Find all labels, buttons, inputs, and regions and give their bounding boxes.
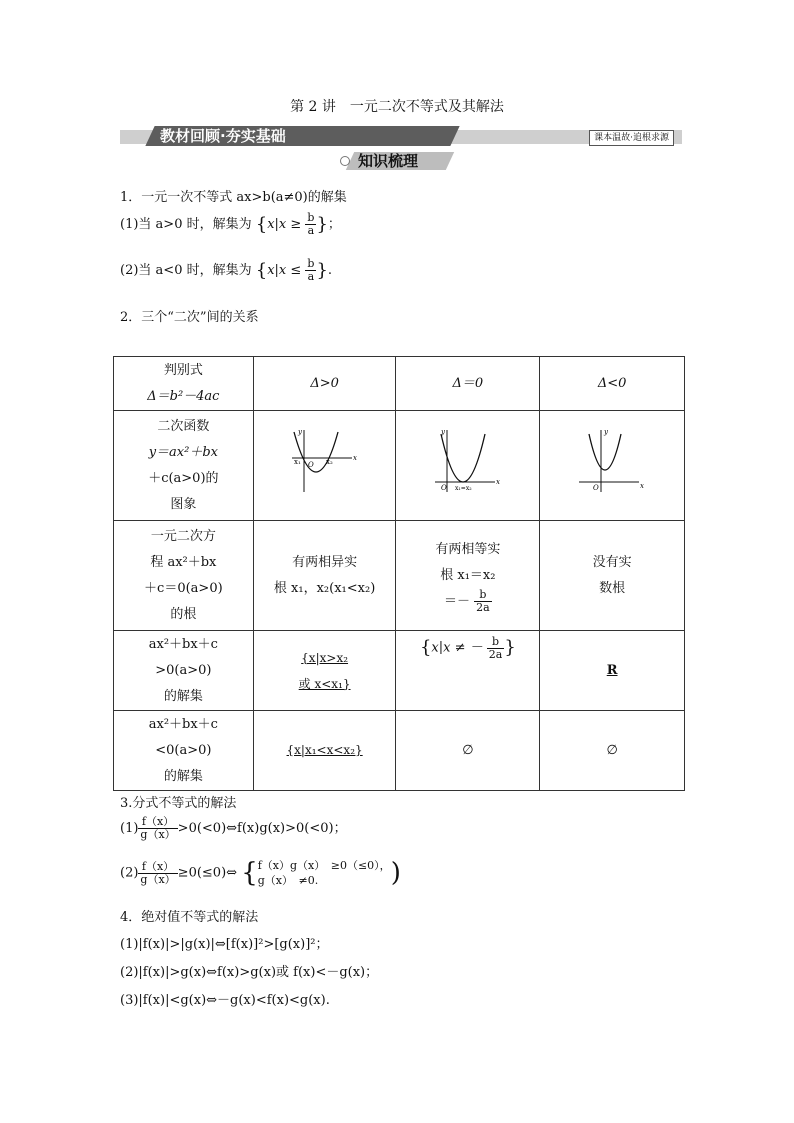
sec3-line2-cases — [258, 858, 391, 888]
parabola-two-roots-graph — [290, 426, 360, 496]
graph1-x1-label: x₁ — [293, 457, 301, 466]
section-banner — [120, 126, 682, 146]
sec3-line2: (2) $\frac{f(x)}{g(x)}$ ≥0(≤0)⇔ { f（x）g（x） ≥0（≤0）， g（x） ≠0. ) — [120, 858, 401, 888]
lt-label-2: <0(a>0) — [155, 742, 212, 758]
sec3-line2-prefix: (2) — [120, 865, 139, 881]
table-row-graph — [114, 411, 685, 521]
cell-graph-double-root — [396, 411, 540, 521]
banner-right-label: 课本温故·追根求源 — [589, 130, 674, 146]
graph2-origin-label: O — [440, 483, 447, 492]
cell-roots-none — [540, 521, 685, 631]
sec3-line1-num: f（x） — [138, 816, 177, 829]
func-line-1: 二次函数 — [157, 418, 210, 434]
quadratic-relations-table — [113, 356, 685, 791]
gt-label-1: ax²＋bx＋c — [148, 636, 218, 652]
sec3-line1-den: g（x） — [140, 828, 176, 841]
graph2-root-label: x₁=x₂ — [454, 484, 472, 492]
table-row-lt-solution — [114, 711, 685, 791]
graph3-x-axis-label: x — [640, 481, 645, 490]
cell-discriminant-label — [114, 357, 254, 411]
gt-equal-den: 2a — [488, 647, 503, 661]
cell-gt-distinct — [253, 631, 396, 711]
graph1-y-axis-label: y — [297, 427, 302, 436]
roots-none-1: 没有实 — [592, 554, 632, 570]
discriminant-title: 判别式 — [163, 362, 203, 378]
roots-none-2: 数根 — [599, 580, 626, 596]
key-icon — [340, 156, 350, 166]
sec3-line1-fraction — [138, 816, 177, 841]
table-row-discriminant — [114, 357, 685, 411]
parabola-double-root-graph — [433, 426, 503, 496]
roots-equal-prefix: ＝－ — [444, 593, 471, 609]
cell-lt-distinct — [253, 711, 396, 791]
roots-equal-num: b — [474, 589, 492, 602]
case1-cond: x ≥ — [278, 217, 302, 232]
sec1-case2: (2)当 a<0 时，解集为 {x|x ≤ $\frac{b}{a}$ }. — [120, 257, 333, 283]
lt-label-3: 的解集 — [163, 768, 203, 784]
cell-gt-label — [114, 631, 254, 711]
roots-label-4: 的根 — [170, 606, 197, 622]
banner-main-label: 教材回顾·夯实基础 — [160, 127, 286, 145]
sec4-line1: (1)|f(x)|>|g(x)|⇔[f(x)]²>[g(x)]²； — [120, 937, 329, 952]
roots-label-1: 一元二次方 — [150, 528, 216, 544]
sec3-line2-num: f（x） — [138, 861, 177, 874]
case2-var: x — [267, 263, 275, 278]
sec3-case2: g（x） ≠0. — [257, 874, 319, 887]
roots-distinct-1: 有两相异实 — [292, 554, 358, 570]
case2-suffix: . — [327, 263, 333, 278]
sec2-heading: 2．三个“二次”间的关系 — [120, 310, 259, 325]
cell-gt-equal: {x|x ≠ － $\frac{b}{2a}$ } — [396, 631, 540, 711]
cell-roots-label — [114, 521, 254, 631]
case1-frac-num: b — [307, 211, 315, 224]
page-title: 第 2 讲 一元二次不等式及其解法 — [290, 99, 504, 115]
cell-roots-equal — [396, 521, 540, 631]
cell-lt-none — [540, 711, 685, 791]
sec3-line2-den: g（x） — [140, 872, 176, 886]
case2-frac-num: b — [307, 257, 315, 270]
gt-none-real: R — [606, 662, 618, 678]
cell-gt-none — [540, 631, 685, 711]
cell-graph-two-roots — [253, 411, 396, 521]
case1-var: x — [267, 217, 275, 232]
table-row-gt-solution — [114, 631, 685, 711]
gt-equal-var: x — [431, 640, 439, 656]
discriminant-formula: Δ＝b²－4ac — [147, 388, 220, 404]
graph1-x2-label: x₂ — [325, 457, 333, 466]
graph1-x-axis-label: x — [352, 453, 357, 462]
cell-roots-distinct — [253, 521, 396, 631]
gt-label-2: >0(a>0) — [155, 662, 212, 678]
graph3-y-axis-label: y — [604, 427, 609, 436]
cell-function-label — [114, 411, 254, 521]
gt-equal-num: b — [487, 636, 505, 649]
case2-frac-den: a — [307, 270, 315, 283]
graph2-x-axis-label: x — [495, 477, 500, 486]
case1-frac-den: a — [307, 224, 315, 237]
gt-label-3: 的解集 — [163, 688, 203, 704]
gt-distinct-2: 或 x<x₁} — [298, 676, 351, 691]
sec3-line1-prefix: (1) — [120, 821, 139, 836]
table-row-roots — [114, 521, 685, 631]
case2-fraction — [305, 258, 316, 283]
roots-label-3: ＋c＝0(a>0) — [144, 580, 223, 596]
sec1-case1: (1)当 a>0 时，解集为 {x|x ≥ $\frac{b}{a}$ }； — [120, 211, 341, 237]
sec4-heading: 4．绝对值不等式的解法 — [120, 910, 259, 925]
func-line-3: ＋c(a>0)的 — [148, 470, 219, 486]
graph2-y-axis-label: y — [440, 427, 445, 436]
func-line-2: y＝ax²＋bx — [148, 444, 218, 460]
graph3-origin-label: O — [593, 483, 599, 492]
gt-distinct-1: {x|x>x₂ — [301, 650, 349, 665]
roots-equal-3 — [396, 589, 539, 615]
parabola-no-root-graph — [577, 426, 647, 496]
cell-lt-label — [114, 711, 254, 791]
sec3-case1: f（x）g（x） ≥0（≤0）， — [257, 859, 391, 872]
lt-none-empty: ∅ — [606, 742, 618, 758]
sub-section-banner — [340, 150, 456, 172]
sec4-line2: (2)|f(x)|>g(x)⇔f(x)>g(x)或 f(x)<－g(x)； — [120, 965, 379, 980]
roots-label-2: 程 ax²＋bx — [150, 554, 217, 570]
lt-equal-empty: ∅ — [462, 742, 474, 758]
roots-equal-den: 2a — [476, 600, 490, 614]
graph1-origin-label: O — [307, 460, 314, 469]
sec3-heading: 3.分式不等式的解法 — [120, 796, 237, 811]
sec3-line1 — [120, 816, 347, 841]
roots-equal-fraction — [474, 589, 492, 614]
lt-distinct: {x|x₁<x<x₂} — [286, 743, 363, 757]
case1-prefix: (1)当 a>0 时，解集为 — [120, 217, 252, 232]
cell-delta-zero: Δ＝0 — [396, 357, 540, 411]
gt-equal-fraction — [487, 636, 505, 661]
sec1-heading: 1．一元一次不等式 ax>b(a≠0)的解集 — [120, 190, 347, 205]
sub-section-label: 知识梳理 — [358, 152, 419, 170]
roots-equal-1: 有两相等实 — [435, 541, 501, 557]
gt-equal-cond: x ≠ － — [443, 640, 483, 656]
func-line-4: 图象 — [170, 496, 197, 512]
case2-prefix: (2)当 a<0 时，解集为 — [120, 263, 252, 278]
roots-equal-2: 根 x₁＝x₂ — [440, 567, 496, 583]
cell-lt-equal — [396, 711, 540, 791]
case2-cond: x ≤ — [278, 263, 302, 278]
sec3-line1-rest: >0(<0)⇔f(x)g(x)>0(<0)； — [177, 821, 347, 836]
sec3-line2-fraction — [138, 861, 177, 886]
cell-graph-no-root — [540, 411, 685, 521]
roots-distinct-2: 根 x₁，x₂(x₁<x₂) — [273, 580, 376, 596]
sec3-line2-rest: ≥0(≤0)⇔ — [177, 865, 238, 881]
case1-suffix: ； — [327, 217, 341, 232]
cell-delta-negative: Δ<0 — [540, 357, 685, 411]
case1-fraction — [305, 212, 316, 237]
cell-delta-positive: Δ>0 — [253, 357, 396, 411]
sec4-line3: (3)|f(x)|<g(x)⇔－g(x)<f(x)<g(x). — [120, 993, 330, 1008]
lt-label-1: ax²＋bx＋c — [148, 716, 218, 732]
